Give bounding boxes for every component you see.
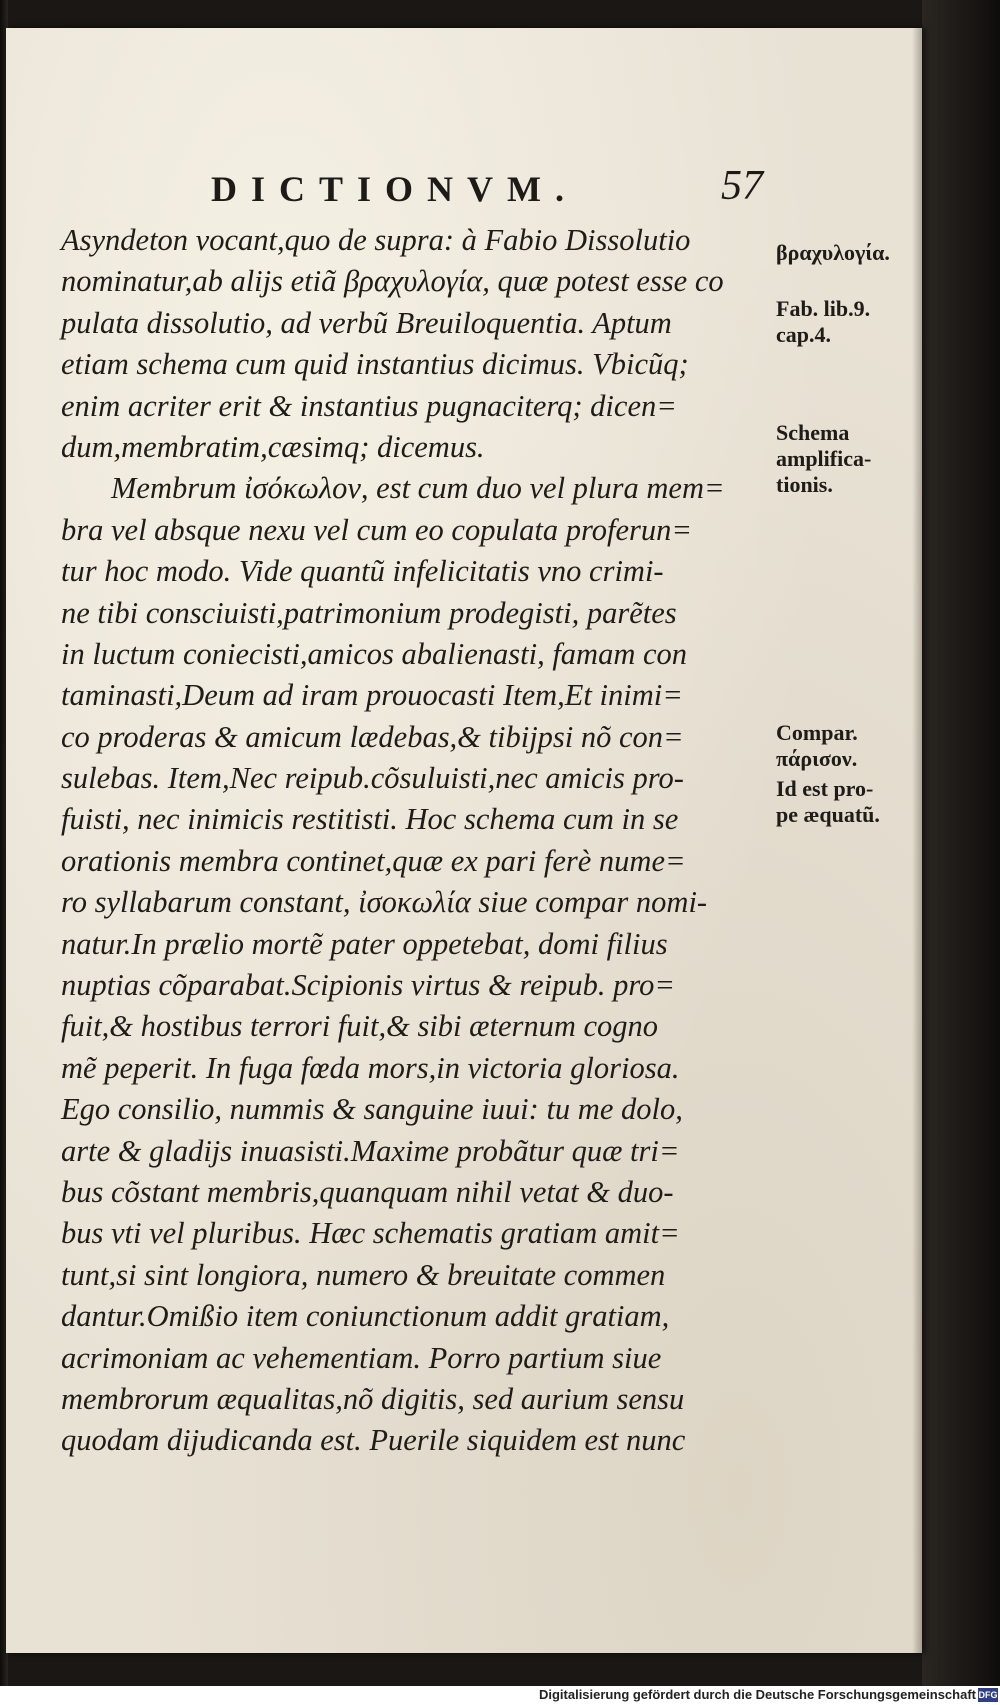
text-line: bus vti vel pluribus. Hæc schematis gratiam amit= xyxy=(61,1216,680,1251)
margin-note: βραχυλογία. xyxy=(776,240,890,265)
text-line: Membrum ἰσόκωλον, est cum duo vel plura mem= xyxy=(111,471,725,506)
margin-note: tionis. xyxy=(776,472,833,497)
text-line: Asyndeton vocant,quo de supra: à Fabio Dissolutio xyxy=(61,223,691,257)
text-line: mẽ peperit. In fuga fœda mors,in victoria gloriosa. xyxy=(61,1050,680,1085)
text-line: co proderas & amicum lædebas,& tibijpsi nõ con= xyxy=(61,719,684,754)
text-line: dum,membratim,cæsimq; dicemus. xyxy=(61,429,485,464)
text-line: Ego consilio, nummis & sanguine iuui: tu me dolo, xyxy=(61,1092,683,1127)
body-text xyxy=(61,220,761,1462)
text-line: fuisti, nec inimicis restitisti. Hoc schema cum in se xyxy=(61,802,679,837)
page-header xyxy=(6,163,922,218)
text-line: sulebas. Item,Nec reipub.cõsuluisti,nec amicis pro- xyxy=(61,761,684,796)
text-line: acrimoniam ac vehementiam. Porro partium siue xyxy=(61,1340,662,1375)
text-line: tur hoc modo. Vide quantũ infelicitatis vno crimi- xyxy=(61,554,664,589)
text-line: ro syllabarum constant, ἰσοκωλία siue compar nomi- xyxy=(61,885,708,920)
text-line: taminasti,Deum ad iram prouocasti Item,Et inimi= xyxy=(61,678,683,713)
book-page xyxy=(6,28,922,1653)
margin-note: Id est pro- xyxy=(776,776,874,801)
text-line: pulata dissolutio, ad verbũ Breuiloquentia. Aptum xyxy=(61,305,672,340)
margin-note: Compar. xyxy=(776,720,858,745)
margin-note: pe æquatũ. xyxy=(776,802,880,827)
dfg-logo: DFG xyxy=(978,1690,998,1700)
margin-note: cap.4. xyxy=(776,322,831,347)
text-line: orationis membra continet,quæ ex pari ferè nume= xyxy=(61,843,686,878)
text-line: dantur.Omißio item coniunctionum addit gratiam, xyxy=(61,1299,670,1334)
margin-note: amplifica- xyxy=(776,446,872,471)
text-line: natur.In prælio mortẽ pater oppetebat, domi filius xyxy=(61,926,668,961)
page-number: 57 xyxy=(721,163,763,209)
margin-note: πάρισον. xyxy=(776,746,858,771)
text-line: etiam schema cum quid instantius dicimus. Vbicũq; xyxy=(61,347,689,382)
page-fold-shadow xyxy=(912,28,922,1653)
text-line: bra vel absque nexu vel cum eo copulata proferun= xyxy=(61,512,692,547)
text-line: nominatur,ab alijs etiã βραχυλογία, quæ potest esse co xyxy=(61,264,724,299)
text-line: ne tibi consciuisti,patrimonium prodegisti, parẽtes xyxy=(61,595,677,630)
text-line: membrorum æqualitas,nõ digitis, sed aurium sensu xyxy=(61,1381,685,1416)
text-line: tunt,si sint longiora, numero & breuitate commen xyxy=(61,1257,666,1292)
text-line: nuptias cõparabat.Scipionis virtus & reipub. pro= xyxy=(61,968,675,1003)
text-line: fuit,& hostibus terrori fuit,& sibi æternum cogno xyxy=(61,1009,659,1044)
text-line: bus cõstant membris,quanquam nihil vetat & duo- xyxy=(61,1174,674,1209)
margin-note: Schema xyxy=(776,420,850,445)
scan-background xyxy=(922,0,1000,1705)
text-line: in luctum coniecisti,amicos abalienasti, famam con xyxy=(61,636,688,671)
text-line: quodam dijudicanda est. Puerile siquidem est nunc xyxy=(61,1423,686,1458)
digitization-credit: Digitalisierung gefördert durch die Deutsche Forschungsgemeinschaft xyxy=(538,1687,976,1702)
text-line: enim acriter erit & instantius pugnaciterq; dicen= xyxy=(61,388,677,423)
text-line: arte & gladijs inuasisti.Maxime probãtur quæ tri= xyxy=(61,1133,680,1168)
running-title: DICTIONVM. xyxy=(211,169,579,209)
margin-note: Fab. lib.9. xyxy=(776,296,871,321)
